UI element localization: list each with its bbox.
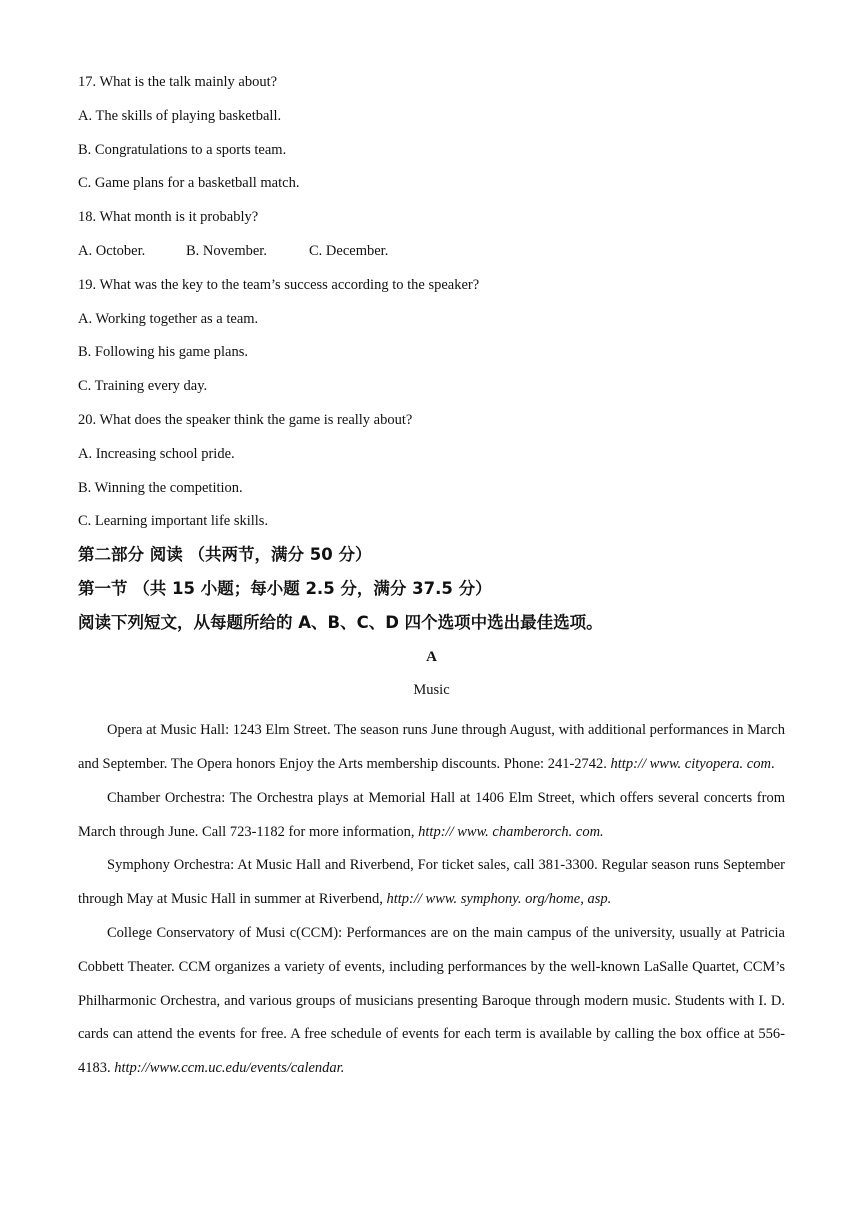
q20-option-b: B. Winning the competition. [78, 479, 243, 496]
paragraph-text: Opera at Music Hall: 1243 Elm Street. The season runs June through August, with additional performances in March and September. The Opera honors Enjoy the Arts membership discounts. Phone: 241-2742. [78, 722, 785, 772]
q19-option-c: C. Training every day. [78, 378, 208, 395]
reading-instruction: 阅读下列短文，从每题所给的 A、B、C、D 四个选项中选出最佳选项。 [78, 612, 603, 632]
paragraph-text: Chamber Orchestra: The Orchestra plays at Memorial Hall at 1406 Elm Street, which offers several concerts from March through June. Call 723-1182 for more information, [78, 789, 785, 840]
website-link: http:// www. chamberorch. com. [418, 823, 604, 840]
paragraph-text: College Conservatory of Musi c(CCM): Performances are on the main campus of the university, usually at Patricia Cobbett Theater. CCM organizes a variety of events, including performances by the well-known LaSalle Quartet, CCM’s Philharmonic Orchestra, and various groups of musicians presenting Baroque through modern music. Students with I. D. cards can attend the events for free. A free schedule of events for each term is available by calling the box office at 556-4183. [78, 924, 785, 1077]
q19-option-a: A. Working together as a team. [78, 310, 259, 327]
q18-options [78, 241, 785, 275]
website-link: http://www.ccm.uc.edu/events/calendar. [114, 1060, 345, 1077]
passage-letter: A [426, 648, 437, 665]
paragraph-symphony-orchestra [78, 849, 785, 917]
question-19: 19. What was the key to the team’s success according to the speaker? [78, 276, 480, 293]
website-link: http:// www. cityopera. com [610, 755, 771, 772]
section-one-heading: 第一节 （共 15 小题；每小题 2.5 分，满分 37.5 分） [78, 578, 492, 598]
paragraph-ccm [78, 917, 785, 1086]
q18-option-b: B. November. [186, 242, 267, 259]
website-link: http:// www. symphony. org/home, asp. [386, 891, 612, 908]
q19-option-b: B. Following his game plans. [78, 344, 248, 361]
q18-option-a: A. October. [78, 242, 146, 259]
q17-option-b: B. Congratulations to a sports team. [78, 141, 287, 158]
q20-option-c: C. Learning important life skills. [78, 513, 269, 530]
question-20: 20. What does the speaker think the game is really about? [78, 411, 413, 428]
q18-option-c: C. December. [309, 242, 389, 259]
part-two-heading: 第二部分 阅读 （共两节，满分 50 分） [78, 545, 372, 565]
question-17: 17. What is the talk mainly about? [78, 74, 278, 90]
q17-option-c: C. Game plans for a basketball match. [78, 175, 300, 192]
paragraph-opera [78, 714, 785, 782]
paragraph-tail: . [770, 755, 775, 772]
paragraph-text: Symphony Orchestra: At Music Hall and Riverbend, For ticket sales, call 381-3300. Regular season runs September through May at Music Hall in summer at Riverbend, [78, 857, 785, 908]
passage-title: Music [413, 682, 450, 699]
q20-option-a: A. Increasing school pride. [78, 445, 235, 462]
document-page [78, 72, 785, 1086]
q17-option-a: A. The skills of playing basketball. [78, 107, 282, 124]
question-18: 18. What month is it probably? [78, 209, 259, 226]
paragraph-chamber-orchestra [78, 782, 785, 850]
